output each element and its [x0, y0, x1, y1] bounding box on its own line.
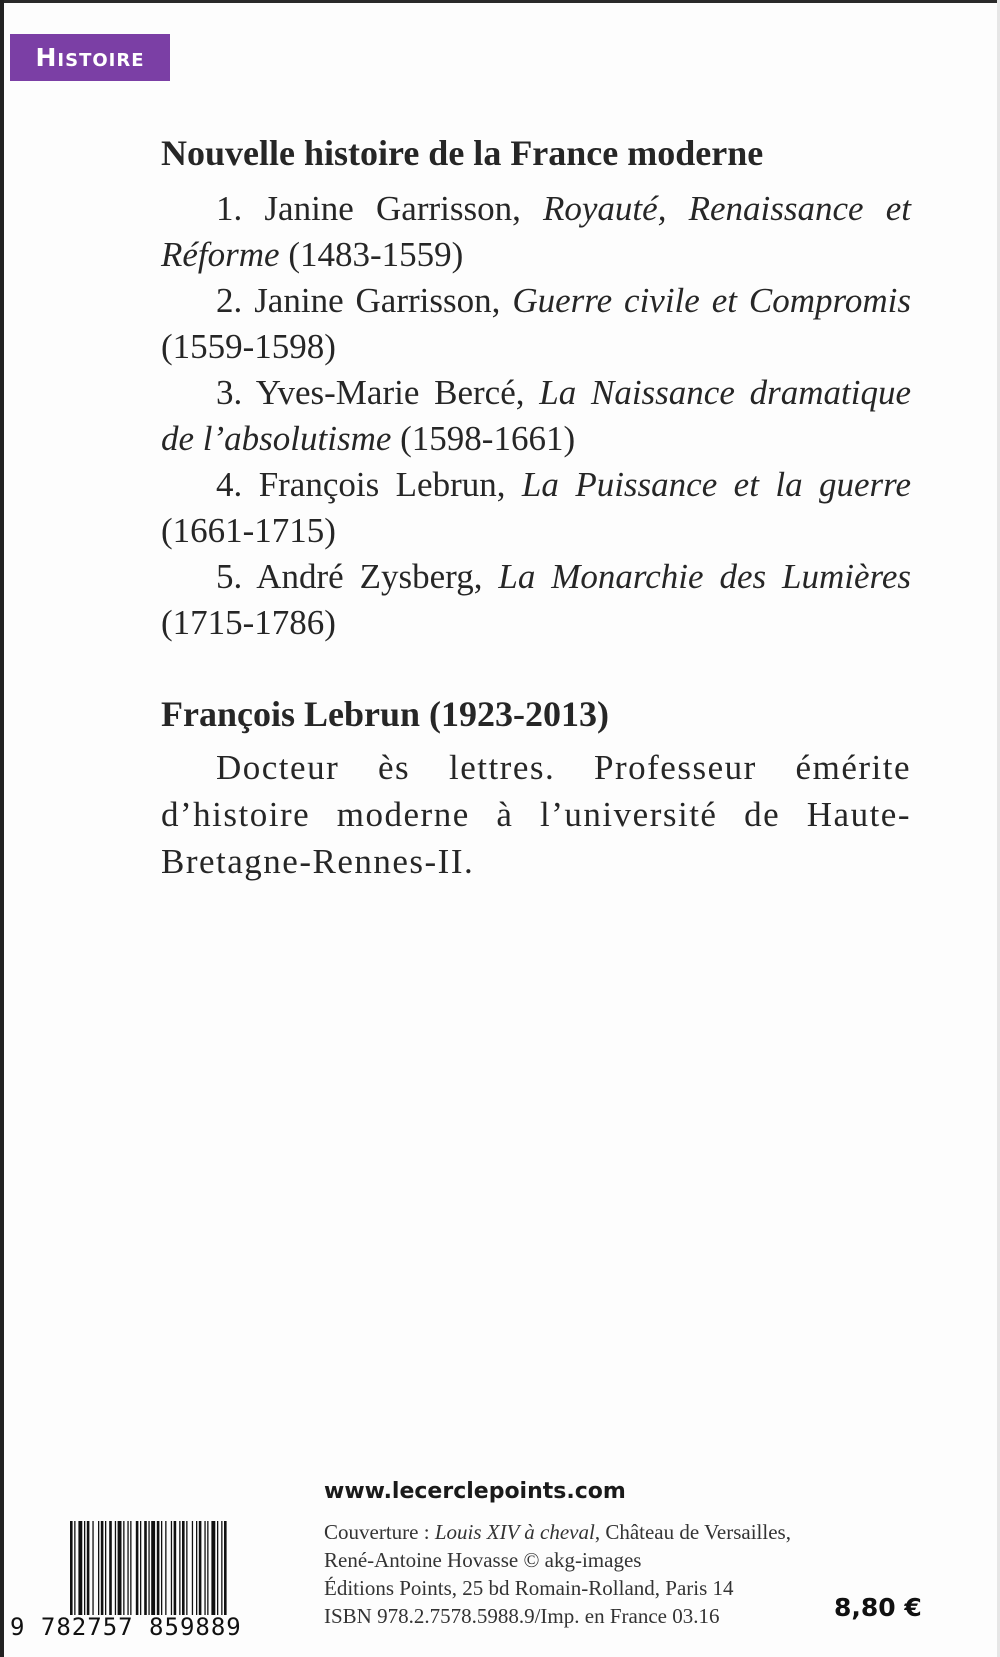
volume-author: Janine Garrisson,: [254, 281, 501, 320]
category-label: Histoire: [35, 43, 145, 72]
volume-dates: (1483-1559): [288, 235, 464, 274]
volume-item: [161, 370, 911, 462]
volume-dates: (1559-1598): [161, 327, 336, 366]
volume-author: Janine Garrisson,: [264, 189, 521, 228]
volume-title: Royauté, Renaissance et Réforme: [161, 189, 911, 274]
isbn-line: ISBN 978.2.7578.5988.9/Imp. en France 03.16: [324, 1604, 720, 1628]
volume-author: André Zysberg,: [256, 557, 483, 596]
volume-title: La Puissance et la guerre: [521, 465, 912, 504]
volume-title: Guerre civile et Compromis: [512, 281, 911, 320]
barcode-bars: [70, 1521, 300, 1615]
volume-author: Yves-Marie Bercé,: [255, 373, 525, 412]
volume-item: [161, 554, 911, 646]
volume-list: [161, 186, 911, 646]
volume-dates: (1598-1661): [400, 419, 576, 458]
series-title: Nouvelle histoire de la France moderne: [161, 133, 764, 173]
volume-item: [161, 278, 911, 370]
category-badge: [10, 34, 170, 81]
cover-title: Louis XIV à cheval: [434, 1520, 595, 1544]
volume-title: La Naissance dramatique de l’absolutisme: [161, 373, 912, 458]
volume-number: 5.: [216, 557, 243, 596]
website-link[interactable]: www.lecerclepoints.com: [324, 1479, 626, 1504]
price: 8,80 €: [834, 1593, 922, 1622]
cover-credit: [324, 1518, 844, 1546]
volume-item: [161, 462, 911, 554]
volume-number: 4.: [216, 465, 243, 504]
barcode-digits: 9 782757 859889: [10, 1613, 242, 1641]
volume-number: 1.: [216, 189, 243, 228]
volume-item: [161, 186, 911, 278]
cover-rest: , Château de Versailles,: [594, 1520, 791, 1544]
volume-number: 2.: [216, 281, 243, 320]
volume-number: 3.: [216, 373, 243, 412]
volume-title: La Monarchie des Lumières: [498, 557, 912, 596]
cover-prefix: Couverture :: [324, 1520, 435, 1544]
author-heading: François Lebrun (1923-2013): [161, 694, 609, 734]
credits-block: [324, 1518, 844, 1630]
barcode: [10, 1517, 310, 1647]
top-edge: [4, 0, 1000, 3]
volume-dates: (1715-1786): [161, 603, 336, 642]
publisher-address: Éditions Points, 25 bd Romain-Rolland, Paris 14: [324, 1576, 734, 1600]
cover-credit-line2: René-Antoine Hovasse © akg-images: [324, 1548, 642, 1572]
volume-dates: (1661-1715): [161, 511, 336, 550]
volume-author: François Lebrun,: [258, 465, 506, 504]
author-bio: Docteur ès lettres. Professeur émérite d’histoire moderne à l’université de Haute-Bretagne-Rennes-II.: [161, 748, 911, 881]
